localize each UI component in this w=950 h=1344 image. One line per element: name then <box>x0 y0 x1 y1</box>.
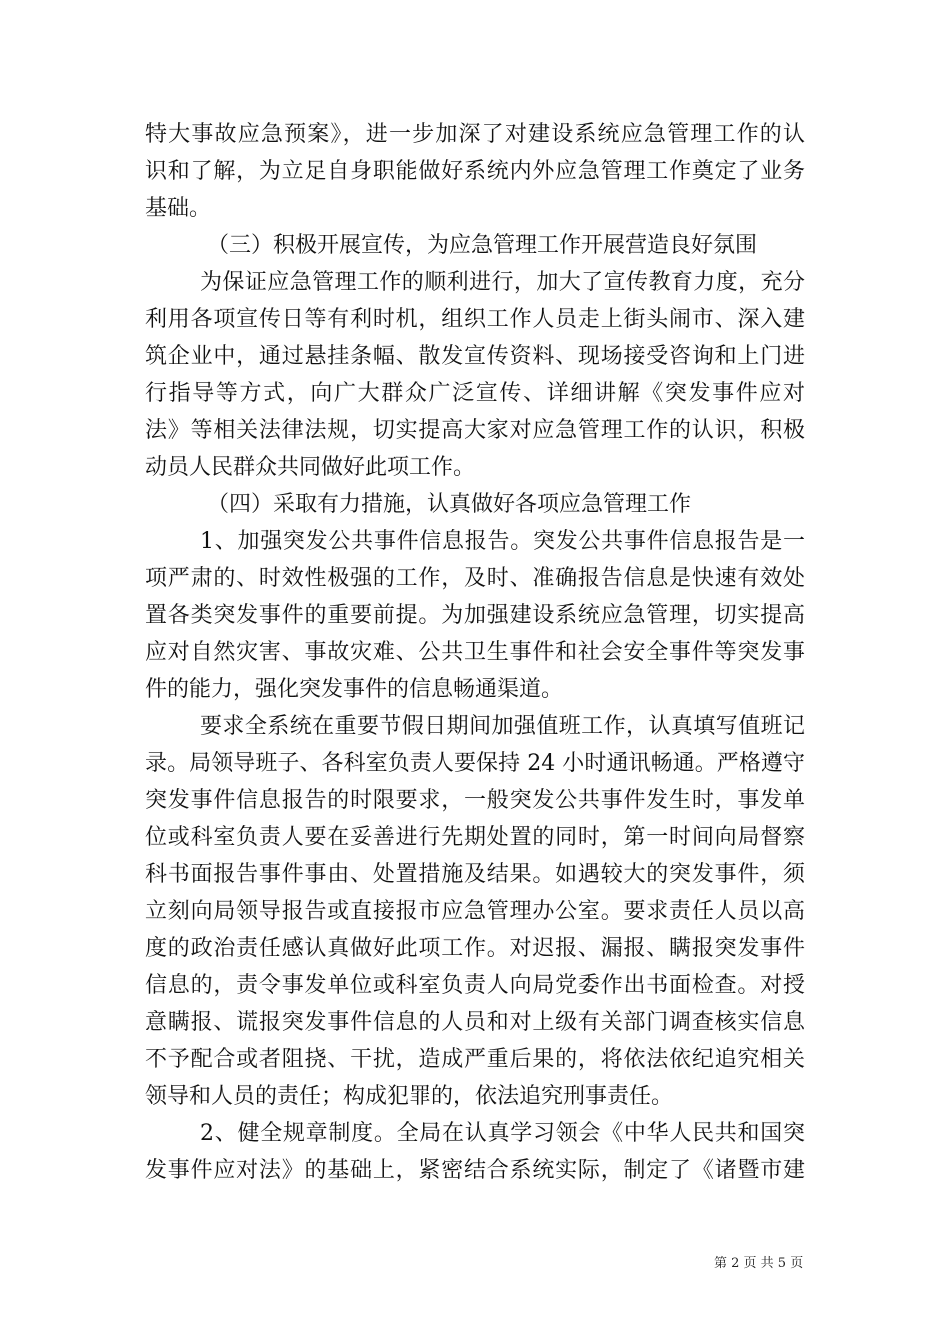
text-line: 突发事件信息报告的时限要求，一般突发公共事件发生时，事发单 <box>145 788 805 813</box>
text-line: 筑企业中，通过悬挂条幅、散发宣传资料、现场接受咨询和上门进 <box>145 344 805 369</box>
text-line: 意瞒报、谎报突发事件信息的人员和对上级有关部门调查核实信息 <box>145 1010 805 1035</box>
text-line: 2、健全规章制度。全局在认真学习领会《中华人民共和国突 <box>200 1121 805 1146</box>
text-line: 利用各项宣传日等有利时机，组织工作人员走上街头闹市、深入建 <box>145 307 805 332</box>
text-line: 度的政治责任感认真做好此项工作。对迟报、漏报、瞒报突发事件 <box>145 936 805 961</box>
text-line: 科书面报告事件事由、处置措施及结果。如遇较大的突发事件，须 <box>145 862 805 887</box>
text-line: 录。局领导班子、各科室负责人要保持 24 小时通讯畅通。严格遵守 <box>145 751 805 776</box>
section-heading: （四）采取有力措施，认真做好各项应急管理工作 <box>207 492 692 517</box>
text-line: 信息的，责令事发单位或科室负责人向局党委作出书面检查。对授 <box>145 973 805 998</box>
text-line: 识和了解，为立足自身职能做好系统内外应急管理工作奠定了业务 <box>145 159 805 184</box>
page-number: 第 2 页 共 5 页 <box>714 1256 804 1271</box>
text-line: 领导和人员的责任；构成犯罪的，依法追究刑事责任。 <box>145 1084 674 1109</box>
text-line: 行指导等方式，向广大群众广泛宣传、详细讲解《突发事件应对 <box>145 381 805 406</box>
text-line: 应对自然灾害、事故灾难、公共卫生事件和社会安全事件等突发事 <box>145 640 805 665</box>
text-line: 动员人民群众共同做好此项工作。 <box>145 455 476 480</box>
text-line: 要求全系统在重要节假日期间加强值班工作，认真填写值班记 <box>200 714 805 739</box>
text-line: 法》等相关法律法规，切实提高大家对应急管理工作的认识，积极 <box>145 418 805 443</box>
section-heading: （三）积极开展宣传，为应急管理工作开展营造良好氛围 <box>207 233 758 258</box>
text-line: 位或科室负责人要在妥善进行先期处置的同时，第一时间向局督察 <box>145 825 805 850</box>
text-line: 项严肃的、时效性极强的工作，及时、准确报告信息是快速有效处 <box>145 566 805 591</box>
document-body <box>145 116 805 1189</box>
text-line: 置各类突发事件的重要前提。为加强建设系统应急管理，切实提高 <box>145 603 805 628</box>
text-line: 发事件应对法》的基础上，紧密结合系统实际，制定了《诸暨市建 <box>145 1158 805 1183</box>
text-line: 不予配合或者阻挠、干扰，造成严重后果的，将依法依纪追究相关 <box>145 1047 805 1072</box>
text-line: 为保证应急管理工作的顺利进行，加大了宣传教育力度，充分 <box>200 270 805 295</box>
text-line: 基础。 <box>145 196 212 221</box>
text-line: 立刻向局领导报告或直接报市应急管理办公室。要求责任人员以高 <box>145 899 805 924</box>
text-line: 特大事故应急预案》，进一步加深了对建设系统应急管理工作的认 <box>145 122 805 147</box>
text-line: 件的能力，强化突发事件的信息畅通渠道。 <box>145 677 564 702</box>
text-line: 1、加强突发公共事件信息报告。突发公共事件信息报告是一 <box>200 529 805 554</box>
